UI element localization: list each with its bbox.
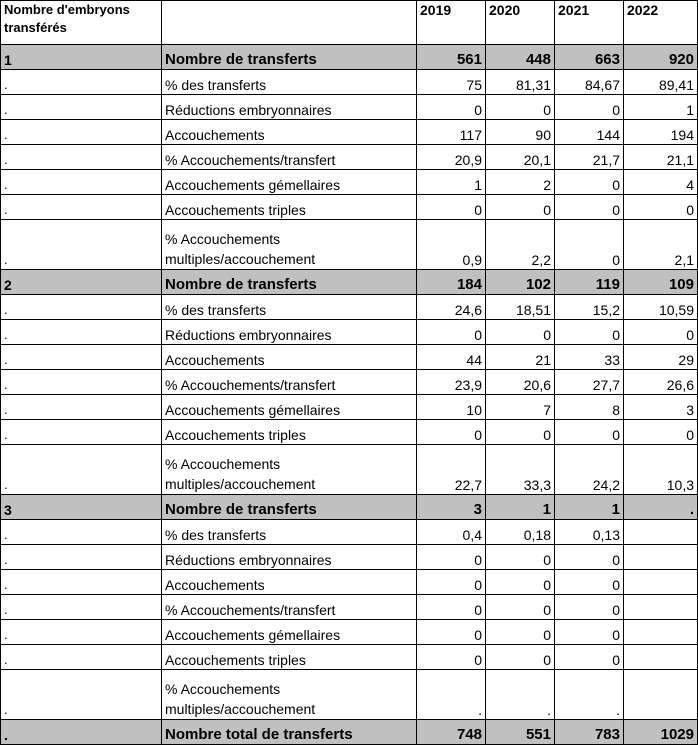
value-cell: 44 — [417, 345, 486, 370]
value-cell: 4 — [624, 170, 698, 195]
value-cell: 21 — [486, 345, 555, 370]
row-marker-cell: . — [1, 445, 162, 495]
value-cell: 0 — [555, 220, 624, 270]
row-label-cell: % Accouchements/transfert — [162, 370, 417, 395]
table-row — [1, 295, 698, 320]
table-row — [1, 570, 698, 595]
group-header-row — [1, 270, 698, 295]
value-cell: 0 — [486, 620, 555, 645]
value-cell: . — [417, 670, 486, 720]
total-row — [1, 720, 698, 745]
table-row — [1, 595, 698, 620]
row-label-cell: Réductions embryonnaires — [162, 545, 417, 570]
row-label-cell: Réductions embryonnaires — [162, 95, 417, 120]
value-cell — [624, 545, 698, 570]
value-cell: 0 — [555, 170, 624, 195]
table-row — [1, 170, 698, 195]
value-cell: 0 — [417, 595, 486, 620]
header-year-2019: 2019 — [417, 1, 486, 45]
table-row — [1, 120, 698, 145]
row-label-cell: % des transferts — [162, 295, 417, 320]
row-marker-cell: . — [1, 645, 162, 670]
row-label-cell: % Accouchements multiples/accouchement — [162, 220, 417, 270]
value-cell: 0 — [555, 570, 624, 595]
row-marker-cell: . — [1, 670, 162, 720]
value-cell: 0 — [555, 645, 624, 670]
value-cell: 0 — [624, 420, 698, 445]
row-label-cell: Accouchements triples — [162, 420, 417, 445]
value-cell: 117 — [417, 120, 486, 145]
header-row — [1, 1, 698, 45]
row-label-cell: Accouchements — [162, 570, 417, 595]
value-cell: 10,3 — [624, 445, 698, 495]
row-label-cell: Nombre de transferts — [162, 45, 417, 70]
value-cell — [624, 670, 698, 720]
group-header-row — [1, 45, 698, 70]
value-cell: 184 — [417, 270, 486, 295]
value-cell: 663 — [555, 45, 624, 70]
row-label-cell: Accouchements gémellaires — [162, 170, 417, 195]
total-value-cell: 551 — [486, 720, 555, 745]
value-cell: 0 — [486, 645, 555, 670]
value-cell: 1 — [486, 495, 555, 520]
row-label-cell: % Accouchements multiples/accouchement — [162, 445, 417, 495]
value-cell: 0 — [555, 195, 624, 220]
value-cell: 75 — [417, 70, 486, 95]
value-cell: 102 — [486, 270, 555, 295]
value-cell: 3 — [417, 495, 486, 520]
value-cell: 81,31 — [486, 70, 555, 95]
row-label-cell: % des transferts — [162, 520, 417, 545]
value-cell: 15,2 — [555, 295, 624, 320]
table-row — [1, 195, 698, 220]
value-cell: 920 — [624, 45, 698, 70]
row-marker-cell: . — [1, 570, 162, 595]
row-label-cell: Accouchements gémellaires — [162, 620, 417, 645]
row-label-cell: Nombre de transferts — [162, 495, 417, 520]
row-marker-cell: . — [1, 370, 162, 395]
total-label-cell: Nombre total de transferts — [162, 720, 417, 745]
value-cell: 33 — [555, 345, 624, 370]
table-row — [1, 445, 698, 495]
value-cell: 0 — [486, 420, 555, 445]
table-row — [1, 620, 698, 645]
row-marker-cell: . — [1, 220, 162, 270]
row-label-cell: Accouchements gémellaires — [162, 395, 417, 420]
header-year-2021: 2021 — [555, 1, 624, 45]
row-marker-cell: . — [1, 620, 162, 645]
group-id-cell: 2 — [1, 270, 162, 295]
row-label-cell: Réductions embryonnaires — [162, 320, 417, 345]
row-marker-cell: . — [1, 145, 162, 170]
header-year-2020: 2020 — [486, 1, 555, 45]
table-row — [1, 220, 698, 270]
value-cell: 0 — [486, 595, 555, 620]
value-cell: 0 — [417, 195, 486, 220]
value-cell: 0 — [486, 570, 555, 595]
value-cell: 0 — [417, 545, 486, 570]
value-cell: . — [555, 670, 624, 720]
row-marker-cell: . — [1, 395, 162, 420]
value-cell: 0 — [555, 620, 624, 645]
row-marker-cell: . — [1, 120, 162, 145]
row-marker-cell: . — [1, 320, 162, 345]
row-label-cell: Accouchements triples — [162, 195, 417, 220]
table-row — [1, 670, 698, 720]
value-cell: . — [624, 495, 698, 520]
table-row — [1, 520, 698, 545]
value-cell: 2 — [486, 170, 555, 195]
row-marker-cell: . — [1, 195, 162, 220]
value-cell: 3 — [624, 395, 698, 420]
group-id-cell: 3 — [1, 495, 162, 520]
table-row — [1, 545, 698, 570]
value-cell: 2,2 — [486, 220, 555, 270]
row-marker-cell: . — [1, 345, 162, 370]
row-marker-cell: . — [1, 170, 162, 195]
row-label-cell: % Accouchements/transfert — [162, 145, 417, 170]
row-marker-cell: . — [1, 70, 162, 95]
value-cell: 24,6 — [417, 295, 486, 320]
value-cell: 21,7 — [555, 145, 624, 170]
row-label-cell: Nombre de transferts — [162, 270, 417, 295]
row-label-cell: Accouchements triples — [162, 645, 417, 670]
row-marker-cell: . — [1, 295, 162, 320]
value-cell: 89,41 — [624, 70, 698, 95]
value-cell: 26,6 — [624, 370, 698, 395]
value-cell: 0 — [555, 320, 624, 345]
value-cell: 0 — [417, 620, 486, 645]
header-year-2022: 2022 — [624, 1, 698, 45]
value-cell: 0 — [417, 645, 486, 670]
value-cell: 1 — [555, 495, 624, 520]
total-value-cell: 783 — [555, 720, 624, 745]
value-cell: 10,59 — [624, 295, 698, 320]
value-cell: 144 — [555, 120, 624, 145]
table-row — [1, 320, 698, 345]
value-cell — [624, 645, 698, 670]
value-cell: 109 — [624, 270, 698, 295]
row-label-cell: % Accouchements multiples/accouchement — [162, 670, 417, 720]
value-cell: 0 — [417, 420, 486, 445]
value-cell: 194 — [624, 120, 698, 145]
value-cell: 0,18 — [486, 520, 555, 545]
value-cell: 0 — [417, 320, 486, 345]
value-cell: 84,67 — [555, 70, 624, 95]
row-label-cell: Accouchements — [162, 120, 417, 145]
value-cell: 10 — [417, 395, 486, 420]
table-row — [1, 420, 698, 445]
value-cell: 0 — [555, 595, 624, 620]
value-cell: 561 — [417, 45, 486, 70]
value-cell: 27,7 — [555, 370, 624, 395]
value-cell: 0 — [555, 545, 624, 570]
value-cell: 0 — [555, 420, 624, 445]
header-indicator — [162, 1, 417, 45]
value-cell: 2,1 — [624, 220, 698, 270]
total-value-cell: 1029 — [624, 720, 698, 745]
table-row — [1, 70, 698, 95]
value-cell: 20,9 — [417, 145, 486, 170]
row-label-cell: % des transferts — [162, 70, 417, 95]
value-cell: 20,6 — [486, 370, 555, 395]
value-cell: 29 — [624, 345, 698, 370]
row-label-cell: Accouchements — [162, 345, 417, 370]
value-cell: 119 — [555, 270, 624, 295]
table-row — [1, 370, 698, 395]
table-row — [1, 645, 698, 670]
value-cell — [624, 520, 698, 545]
total-marker-cell: . — [1, 720, 162, 745]
value-cell: 1 — [417, 170, 486, 195]
value-cell: 18,51 — [486, 295, 555, 320]
value-cell: 0 — [486, 95, 555, 120]
value-cell: 23,9 — [417, 370, 486, 395]
row-marker-cell: . — [1, 520, 162, 545]
row-marker-cell: . — [1, 95, 162, 120]
row-marker-cell: . — [1, 545, 162, 570]
table-row — [1, 345, 698, 370]
value-cell: 0 — [486, 195, 555, 220]
value-cell: 22,7 — [417, 445, 486, 495]
row-marker-cell: . — [1, 420, 162, 445]
group-id-cell: 1 — [1, 45, 162, 70]
total-value-cell: 748 — [417, 720, 486, 745]
value-cell: 0,13 — [555, 520, 624, 545]
value-cell: . — [486, 670, 555, 720]
value-cell: 0 — [624, 320, 698, 345]
value-cell: 24,2 — [555, 445, 624, 495]
value-cell: 0 — [486, 545, 555, 570]
value-cell: 0 — [624, 195, 698, 220]
group-header-row — [1, 495, 698, 520]
table-row — [1, 145, 698, 170]
header-embryo-count: Nombre d'embryons transférés — [1, 1, 162, 45]
value-cell: 7 — [486, 395, 555, 420]
value-cell: 8 — [555, 395, 624, 420]
value-cell: 21,1 — [624, 145, 698, 170]
value-cell: 0 — [417, 570, 486, 595]
table-row — [1, 95, 698, 120]
value-cell: 0,9 — [417, 220, 486, 270]
row-label-cell: % Accouchements/transfert — [162, 595, 417, 620]
value-cell — [624, 595, 698, 620]
table-row — [1, 395, 698, 420]
value-cell — [624, 620, 698, 645]
value-cell: 20,1 — [486, 145, 555, 170]
value-cell — [624, 570, 698, 595]
row-marker-cell: . — [1, 595, 162, 620]
value-cell: 90 — [486, 120, 555, 145]
value-cell: 448 — [486, 45, 555, 70]
value-cell: 0 — [555, 95, 624, 120]
value-cell: 0 — [417, 95, 486, 120]
value-cell: 1 — [624, 95, 698, 120]
value-cell: 0,4 — [417, 520, 486, 545]
value-cell: 0 — [486, 320, 555, 345]
value-cell: 33,3 — [486, 445, 555, 495]
